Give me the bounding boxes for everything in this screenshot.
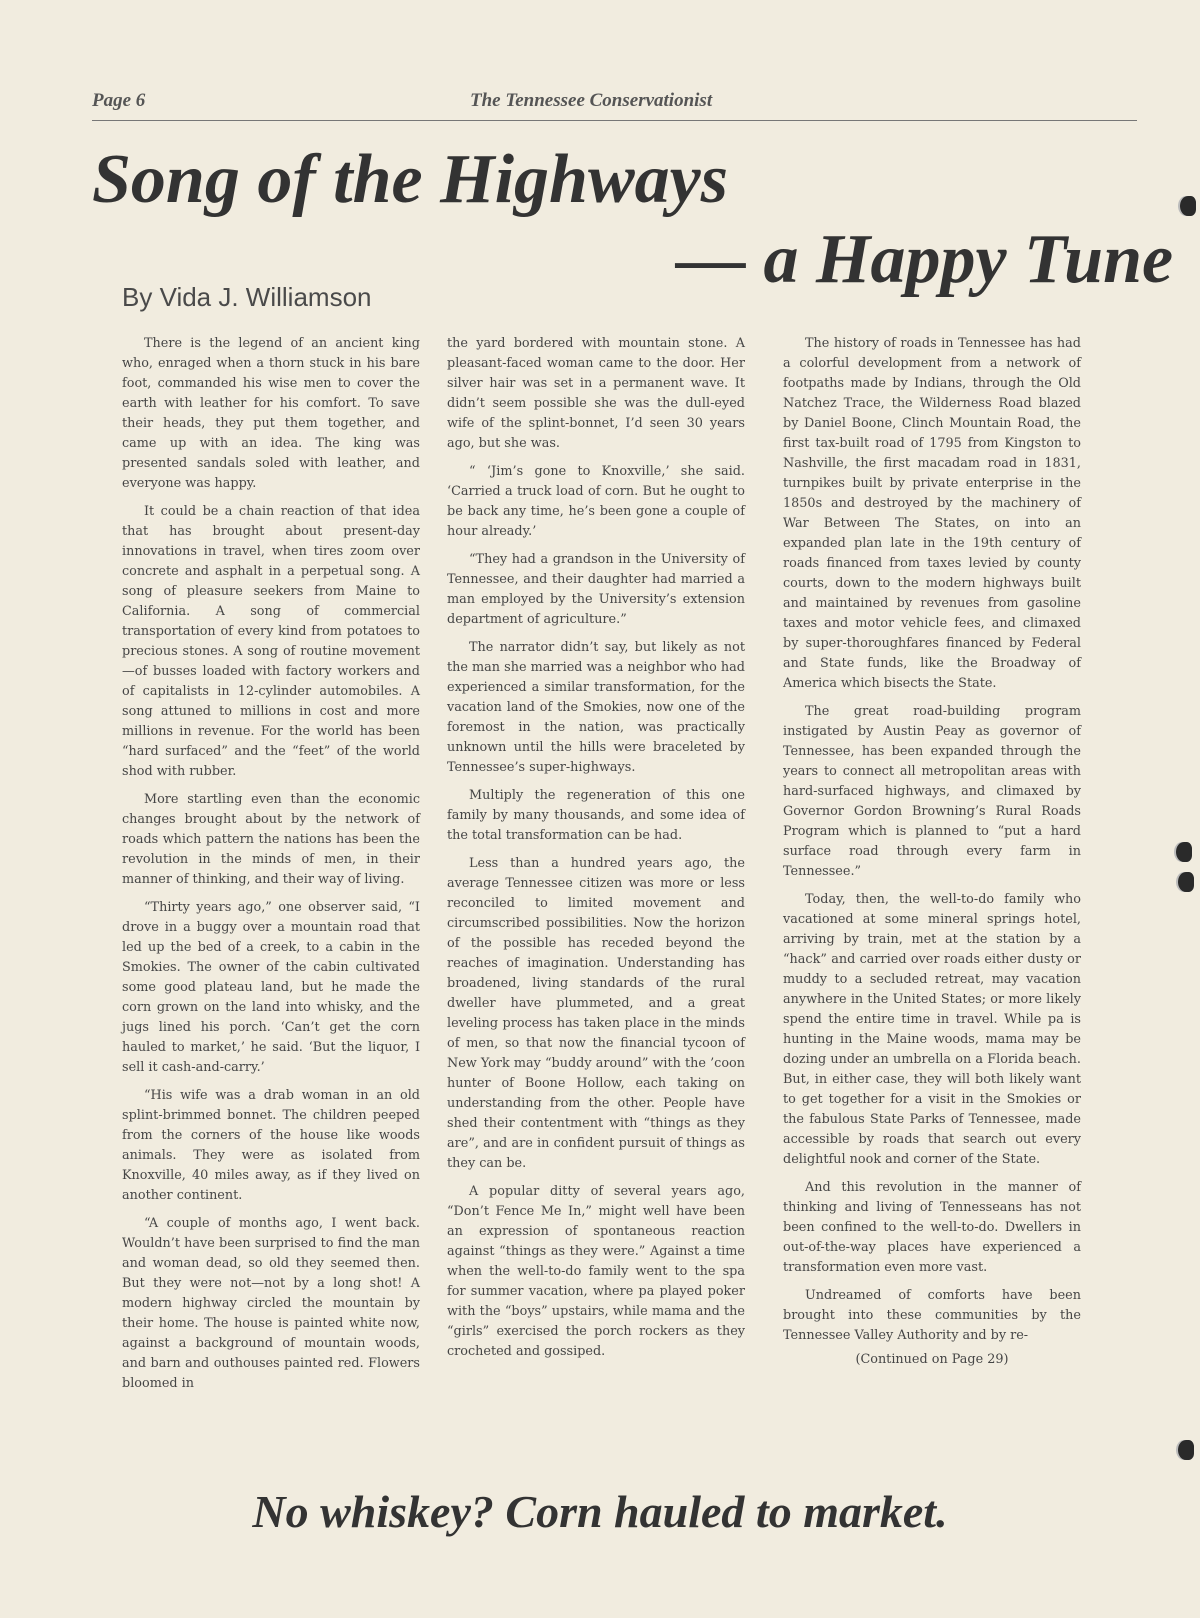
paragraph: It could be a chain reaction of that idea that has brought about present-day innovations in travel, when tires zoom over concrete and asphalt in a perpetual song. A song of pleasure seekers from Maine to California. A song of commercial transportation of every kind from potatoes to precious stones. A song of routine movement—of busses loaded with factory workers and of capitalists in 12-cylinder automobiles. A song attuned to millions in cost and more millions in revenue. For the world has been “hard surfaced” and the “feet” of the world shod with rubber. [122,504,420,779]
photo-caption: No whiskey? Corn hauled to market. [252,1486,948,1537]
article-column-2 [447,334,745,1370]
page-number: Page 6 [92,90,146,111]
page-header [92,90,1137,121]
byline: By Vida J. Williamson [122,282,372,312]
paragraph: “His wife was a drab woman in an old splint-brimmed bonnet. The children peeped from the corners of the house like woods animals. They were as isolated from Knoxville, 40 miles away, as if they lived on another continent. [122,1088,420,1203]
paragraph: The narrator didn’t say, but likely as not the man she married was a neighbor who had experienced a similar transformation, for the vacation land of the Smokies, now one of the foremost in the nation, was practically unknown until the hills were braceleted by Tennessee’s super-highways. [447,640,745,775]
paragraph: The great road-building program instigated by Austin Peay as governor of Tennessee, has been expanded through the years to connect all metropolitan areas with hard-surfaced highways, and climaxed by Governor Gordon Browning’s Rural Roads Program which is planned to “put a hard surface road through every farm in Tennessee.” [783,704,1081,879]
paragraph: The history of roads in Tennessee has had a colorful development from a network of footpaths made by Indians, through the Old Natchez Trace, the Wilderness Road blazed by Daniel Boone, Clinch Mountain Road, the first tax-built road of 1795 from Kingston to Nashville, the first macadam road in 1831, turnpikes built by private enterprise in the 1850s and destroyed by the machinery of War Between The States, on into an expanded plan late in the 19th century of roads financed from taxes levied by county courts, down to the modern highways built and maintained by revenues from gasoline taxes and motor vehicle fees, and climaxed by super-thoroughfares financed by Federal and State funds, like the Broadway of America which bisects the State. [783,336,1081,691]
journal-title: The Tennessee Conservationist [470,90,713,111]
article-column-3 [783,334,1081,1378]
binder-hole-icon [1180,196,1196,216]
article-column-1 [122,334,420,1402]
paragraph: Less than a hundred years ago, the average Tennessee citizen was more or less reconciled to limited movement and circumscribed possibilities. Now the horizon of the possible has receded beyond the reaches of imagination. Understanding has broadened, living standards of the rural dweller have plummeted, and a great leveling process has taken place in the minds of men, so that now the financial tycoon of New York may “buddy around” with the ’coon hunter of Boone Hollow, each taking on understanding from the other. People have shed their contentment with “things as they are”, and are in confident pursuit of things as they can be. [447,856,745,1171]
paragraph: Undreamed of comforts have been brought into these communities by the Tennessee Valley Authority and by re- [783,1288,1081,1343]
article-title: Song of the Highways [92,141,728,218]
continued-note: (Continued on Page 29) [855,1352,1009,1367]
paragraph: A popular ditty of several years ago, “Don’t Fence Me In,” might well have been an expression of spontaneous reaction against “things as they were.” Against a time when the well-to-do family went to the spa for summer vacation, where pa played poker with the “boys” upstairs, while mama and the “girls” exercised the porch rockers as they crocheted and gossiped. [447,1184,745,1359]
paragraph: Multiply the regeneration of this one family by many thousands, and some idea of the total transformation can be had. [447,788,745,843]
paragraph: More startling even than the economic changes brought about by the network of roads which pattern the nations has been the revolution in the minds of men, in their manner of thinking, and their way of living. [122,792,420,887]
article-subtitle: — a Happy Tune [676,221,1174,298]
paragraph: “A couple of months ago, I went back. Wouldn’t have been surprised to find the man and woman dead, so old they seemed then. But they were not—not by a long shot! A modern highway circled the mountain by their home. The house is painted white now, against a background of mountain woods, and barn and outhouses painted red. Flowers bloomed in [122,1216,420,1391]
paragraph: Today, then, the well-to-do family who vacationed at some mineral springs hotel, arriving by train, met at the station by a “hack” and carried over roads either dusty or muddy to a secluded retreat, may vacation anywhere in the United States; or more likely spend the entire time in travel. While pa is hunting in the Maine woods, mama may be dozing under an umbrella on a Florida beach. But, in either case, they will both likely want to get together for a visit in the Smokies or the fabulous State Parks of Tennessee, made accessible by roads that search out every delightful nook and corner of the State. [783,892,1081,1167]
paragraph: the yard bordered with mountain stone. A pleasant-faced woman came to the door. Her silver hair was set in a permanent wave. It didn’t seem possible she was the dull-eyed wife of the splint-bonnet, I’d seen 30 years ago, but she was. [447,336,745,451]
paragraph: And this revolution in the manner of thinking and living of Tennesseans has not been confined to the well-to-do. Dwellers in out-of-the-way places have experienced a transformation even more vast. [783,1180,1081,1275]
binder-hole-icon [1178,1440,1194,1460]
binder-hole-icon [1176,842,1192,862]
paragraph: There is the legend of an ancient king who, enraged when a thorn stuck in his bare foot, commanded his wise men to cover the earth with leather for his comfort. To save their heads, they put them together, and came up with an idea. The king was presented sandals soled with leather, and everyone was happy. [122,336,420,491]
paragraph: “They had a grandson in the University of Tennessee, and their daughter had married a man employed by the University’s extension department of agriculture.” [447,552,745,627]
binder-hole-icon [1178,872,1194,892]
paragraph: “ ‘Jim’s gone to Knoxville,’ she said. ‘Carried a truck load of corn. But he ought to be back any time, he’s been gone a couple of hour already.’ [447,464,745,539]
paragraph: “Thirty years ago,” one observer said, “I drove in a buggy over a mountain road that led up the bed of a creek, to a cabin in the Smokies. The owner of the cabin cultivated some good plateau land, but he made the corn grown on the land into whisky, and the jugs lined his porch. ‘Can’t get the corn hauled to market,’ he said. ‘But the liquor, I sell it cash-and-carry.’ [122,900,420,1075]
